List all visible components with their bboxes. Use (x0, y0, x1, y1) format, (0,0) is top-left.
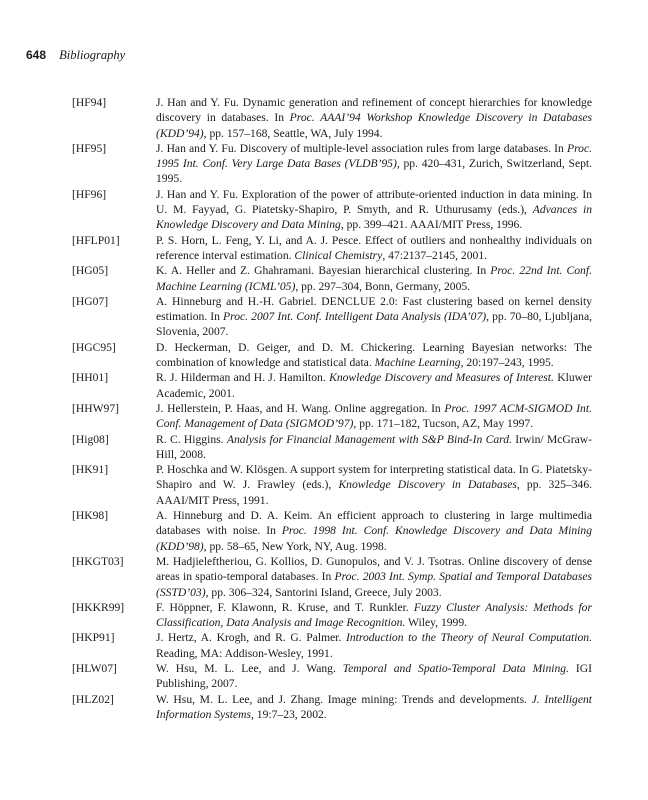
citation-segment: , pp. 399–421. AAAI/MIT Press, 1996. (340, 218, 523, 232)
citation-key: [HF96] (72, 187, 107, 201)
bib-entry (72, 401, 592, 432)
citation-key: [HK98] (72, 509, 109, 523)
citation-title-italic: Proc. 1995 Int. Conf. Very Large Data Bases (VLDB’95) (156, 141, 592, 171)
page-number: 648 (26, 48, 47, 62)
citation-segment: J. Hellerstein, P. Haas, and H. Wang. Online aggregation. In (156, 401, 445, 415)
citation-segment: , pp. 420–431, Zurich, Switzerland, Sept. 1995. (156, 157, 593, 186)
bib-entry (72, 370, 592, 401)
citation-title-italic: Proc. 2007 Int. Conf. Intelligent Data Analysis (IDA’07) (223, 310, 487, 324)
citation-key: [HKP91] (72, 631, 115, 645)
citation-key: [HKKR99] (72, 600, 125, 614)
citation-title-italic: Analysis for Financial Management with S&P Bind-In Card. (226, 432, 512, 446)
citation-key: [HG07] (72, 294, 109, 308)
citation-segment: R. C. Higgins. (156, 432, 227, 446)
citation-segment: , pp. 157–168, Seattle, WA, July 1994. (203, 126, 383, 140)
citation-segment: W. Hsu, M. L. Lee, and J. Wang. (156, 661, 343, 675)
citation-title-italic: Fuzzy Cluster Analysis: Methods for Classification, Data Analysis and Image Recognition. (156, 600, 592, 630)
bib-entry (72, 141, 592, 187)
citation-title-italic: Proc. AAAI’94 Workshop Knowledge Discovery in Databases (KDD’94) (156, 111, 592, 140)
citation-segment: , pp. 297–304, Bonn, Germany, 2005. (295, 279, 471, 293)
citation-title-italic: Advances in Knowledge Discovery and Data Mining (156, 203, 592, 232)
bib-entry (72, 661, 592, 692)
citation-text (156, 600, 592, 631)
citation-key: [HF94] (72, 96, 107, 109)
citation-key: [HHW97] (72, 401, 120, 415)
citation-segment: Reading, MA: Addison-Wesley, 1991. (156, 646, 333, 660)
citation-segment: , pp. 58–65, New York, NY, Aug. 1998. (203, 539, 387, 553)
bib-entry (72, 340, 592, 371)
citation-title-italic: Clinical Chemistry (294, 248, 383, 262)
citation-text (156, 370, 592, 401)
bib-entry (72, 432, 592, 463)
bib-entry (72, 294, 592, 340)
bib-entry (72, 600, 592, 631)
citation-segment: , pp. 171–182, Tucson, AZ, May 1997. (353, 417, 534, 431)
citation-text (156, 263, 592, 294)
citation-title-italic: Knowledge Discovery in Databases (338, 478, 517, 492)
citation-text (156, 95, 592, 141)
citation-segment: Wiley, 1999. (405, 616, 468, 630)
citation-key: [HK91] (72, 463, 109, 477)
bib-entry (72, 508, 592, 554)
citation-segment: , 47:2137–2145, 2001. (382, 248, 488, 262)
citation-text (156, 340, 592, 371)
citation-text (156, 294, 592, 340)
citation-segment: J. Han and Y. Fu. Exploration of the power of attribute-oriented induction in data mining. In U. M. Fayyad, G. Piatetsky-Shapiro, P. Smyth, and R. Uthurusamy (eds.), (156, 187, 592, 217)
citation-title-italic: Knowledge Discovery and Measures of Interest. (329, 371, 554, 385)
bib-entry (72, 233, 592, 264)
citation-segment: A. Hinneburg and H.-H. Gabriel. DENCLUE 2.0: Fast clustering based on kernel density estimation. In (156, 294, 592, 324)
citation-segment: K. A. Heller and Z. Ghahramani. Bayesian hierarchical clustering. In (156, 264, 491, 278)
citation-key: [Hig08] (72, 432, 109, 446)
citation-text (156, 554, 592, 600)
citation-text (156, 187, 592, 233)
citation-segment: R. J. Hilderman and H. J. Hamilton. (156, 371, 330, 385)
citation-title-italic: Machine Learning (374, 356, 461, 370)
citation-title-italic: Proc. 22nd Int. Conf. Machine Learning (ICML’05) (156, 264, 592, 293)
bib-entry (72, 95, 592, 141)
citation-key: [HKGT03] (72, 554, 124, 568)
running-title: Bibliography (59, 48, 126, 62)
bib-entry (72, 187, 592, 233)
citation-key: [HLW07] (72, 661, 117, 675)
citation-segment: W. Hsu, M. L. Lee, and J. Zhang. Image mining: Trends and developments. (156, 692, 532, 706)
citation-segment: M. Hadjieleftheriou, G. Kollios, D. Gunopulos, and V. J. Tsotras. Online discovery of dense areas in spatio-temporal databases. In (156, 554, 592, 584)
citation-segment: , pp. 306–324, Santorini Island, Greece, July 2003. (205, 585, 442, 599)
citation-title-italic: Proc. 2003 Int. Symp. Spatial and Temporal Databases (SSTD’03) (156, 570, 592, 599)
citation-text (156, 692, 592, 723)
citation-segment: A. Hinneburg and D. A. Keim. An efficient approach to clustering in large multimedia databases with noise. In (156, 509, 592, 538)
citation-key: [HLZ02] (72, 692, 114, 706)
bib-entry (72, 554, 592, 600)
citation-segment: D. Heckerman, D. Geiger, and D. M. Chickering. Learning Bayesian networks: The combination of knowledge and statistical data. (156, 340, 592, 370)
citation-segment: J. Han and Y. Fu. Dynamic generation and refinement of concept hierarchies for knowledge discovery in databases. In (156, 96, 592, 125)
citation-key: [HH01] (72, 371, 109, 385)
citation-title-italic: Introduction to the Theory of Neural Computation. (345, 631, 592, 645)
citation-title-italic: Proc. 1998 Int. Conf. Knowledge Discovery and Data Mining (KDD’98) (156, 524, 592, 553)
citation-text (156, 432, 592, 463)
citation-segment: Kluwer Academic, 2001. (156, 371, 592, 400)
citation-text (156, 401, 592, 432)
running-header (26, 48, 125, 63)
citation-key: [HG05] (72, 264, 109, 278)
citation-key: [HGC95] (72, 340, 116, 354)
citation-title-italic: J. Intelligent Information Systems (156, 692, 593, 721)
citation-segment: F. Höppner, F. Klawonn, R. Kruse, and T. Runkler. (156, 600, 414, 614)
citation-text (156, 508, 592, 554)
bibliography-list (72, 95, 592, 722)
citation-segment: IGI Publishing, 2007. (156, 661, 592, 691)
citation-title-italic: Temporal and Spatio-Temporal Data Mining. (342, 661, 569, 675)
citation-segment: , pp. 70–80, Ljubljana, Slovenia, 2007. (156, 310, 592, 339)
citation-text (156, 141, 592, 187)
citation-title-italic: Proc. 1997 ACM-SIGMOD Int. Conf. Management of Data (SIGMOD’97) (156, 401, 592, 431)
citation-segment: P. S. Horn, L. Feng, Y. Li, and A. J. Pesce. Effect of outliers and nonhealthy individuals on reference interval estimation. (156, 233, 592, 262)
bib-entry (72, 692, 592, 723)
citation-segment: , 19:7–23, 2002. (251, 707, 327, 721)
citation-key: [HFLP01] (72, 233, 120, 247)
citation-text (156, 630, 592, 661)
citation-key: [HF95] (72, 141, 107, 155)
bib-entry (72, 263, 592, 294)
citation-text (156, 462, 592, 508)
citation-text (156, 233, 592, 264)
citation-segment: P. Hoschka and W. Klösgen. A support system for interpreting statistical data. In G. Piatetsky-Shapiro and W. J. Frawley (eds.), (156, 463, 592, 492)
bib-entry (72, 462, 592, 508)
citation-segment: , 20:197–243, 1995. (460, 356, 554, 370)
citation-segment: , pp. 325–346. AAAI/MIT Press, 1991. (156, 478, 593, 507)
citation-segment: J. Han and Y. Fu. Discovery of multiple-level association rules from large databases. In (156, 141, 567, 155)
bib-entry (72, 630, 592, 661)
citation-segment: Irwin/ McGraw-Hill, 2008. (156, 432, 593, 461)
citation-segment: J. Hertz, A. Krogh, and R. G. Palmer. (156, 631, 346, 645)
citation-text (156, 661, 592, 692)
